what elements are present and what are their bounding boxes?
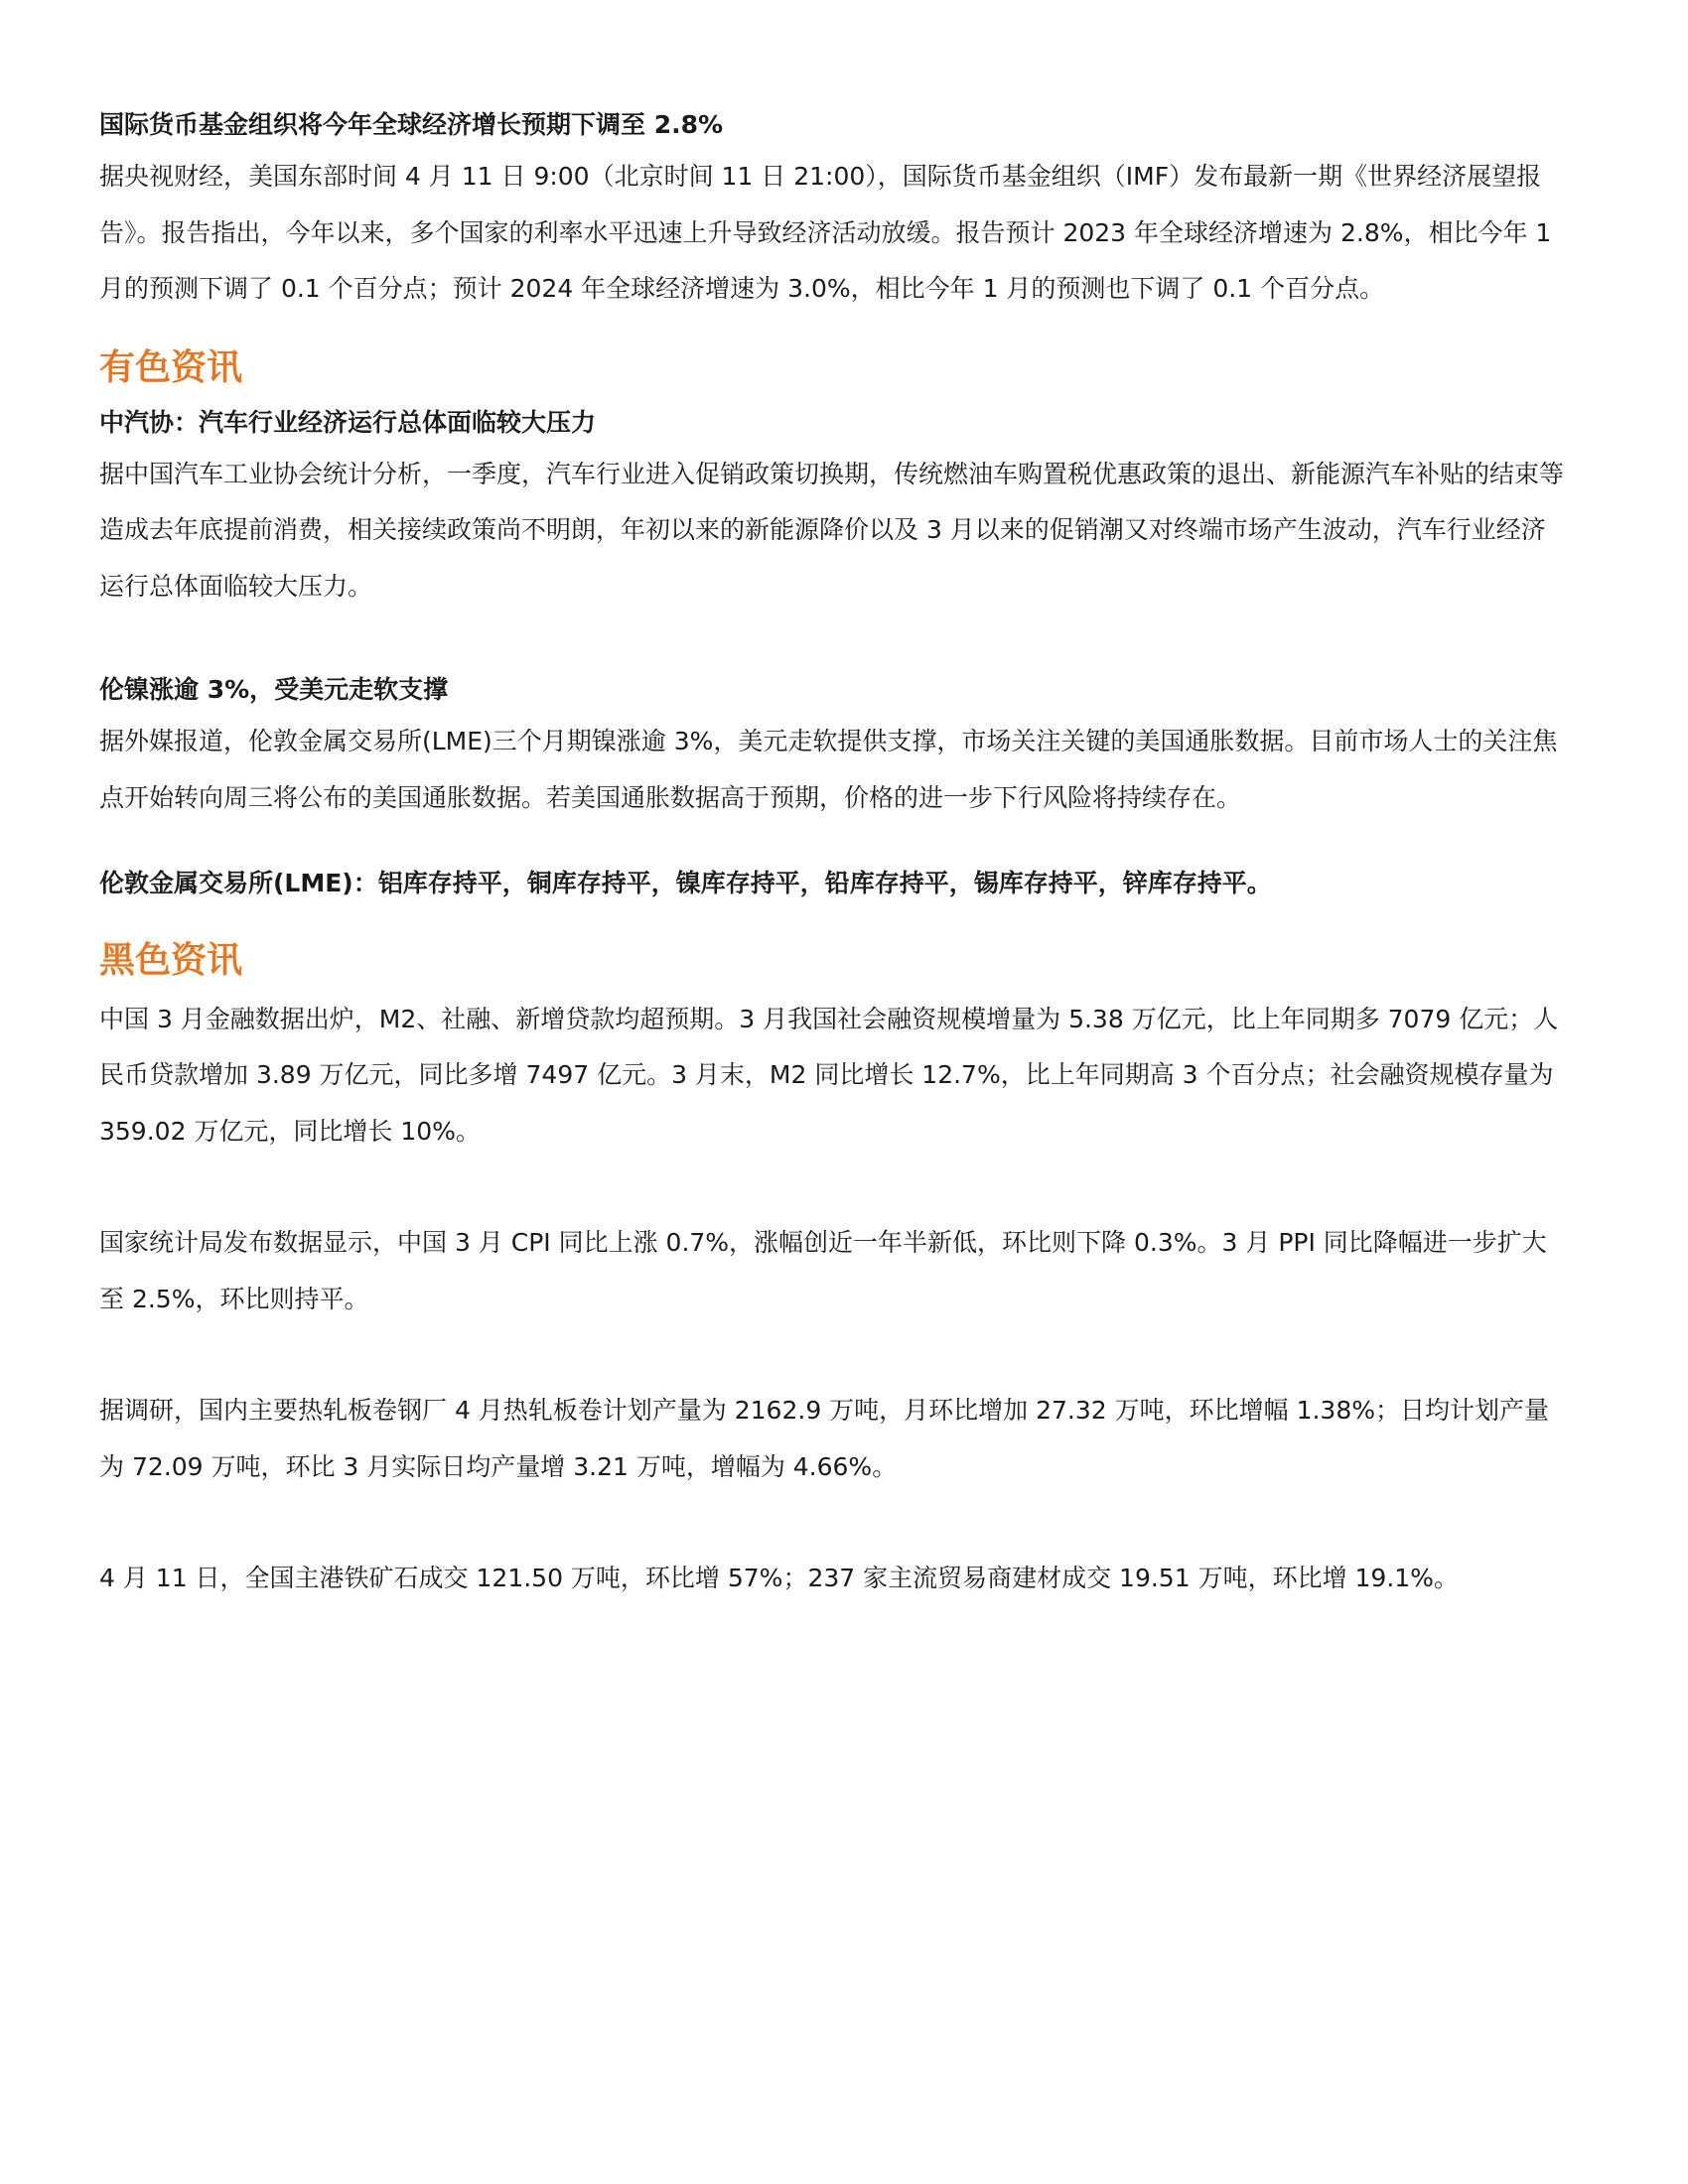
caam-article-body: 据中国汽车工业协会统计分析，一季度，汽车行业进入促销政策切换期，传统燃油车购置税优惠政策的退出、新能源汽车补贴的结束等造成去年底提前消费，相关接续政策尚不明朗，年初以来的新能源降价以及 3 月以来的促销潮又对终端市场产生波动，汽车行业经济运行总体面临较大压力。 [99,459,1565,601]
nickel-article [99,670,1565,826]
imf-article [99,105,1565,318]
nonferrous-section [99,343,1565,912]
nonferrous-heading: 有色资讯 [99,346,243,388]
ferrous-paragraph-financial: 中国 3 月金融数据出炉，M2、社融、新增贷款均超预期。3 月我国社会融资规模增量为 5.38 万亿元，比上年同期多 7079 亿元；人民币贷款增加 3.89 万亿元，同比多增 7497 亿元。3 月末，M2 同比增长 12.7%，比上年同期高 3 个百分点；社会融资规模存量为 359.02 万亿元，同比增长 10%。 [99,1004,1559,1146]
ferrous-heading: 黑色资讯 [99,939,243,981]
ferrous-section [99,936,1565,1607]
imf-article-title: 国际货币基金组织将今年全球经济增长预期下调至 2.8% [99,110,724,139]
ferrous-paragraph-hot-rolled: 据调研，国内主要热轧板卷钢厂 4 月热轧板卷计划产量为 2162.9 万吨，月环比增加 27.32 万吨，环比增幅 1.38%；日均计划产量为 72.09 万吨，环比 3 月实际日均产量增 3.21 万吨，增幅为 4.66%。 [99,1396,1550,1481]
ferrous-paragraph-cpi: 国家统计局发布数据显示，中国 3 月 CPI 同比上涨 0.7%，涨幅创近一年半新低，环比则下降 0.3%。3 月 PPI 同比降幅进一步扩大至 2.5%，环比则持平。 [99,1228,1547,1313]
lme-inventory-line: 伦敦金属交易所(LME)：铝库存持平，铜库存持平，镍库存持平，铅库存持平，锡库存持平，锌库存持平。 [99,869,1272,897]
caam-article [99,403,1565,615]
nickel-article-body: 据外媒报道，伦敦金属交易所(LME)三个月期镍涨逾 3%，美元走软提供支撑，市场关注关键的美国通胀数据。目前市场人士的关注焦点开始转向周三将公布的美国通胀数据。若美国通胀数据高于预期，价格的进一步下行风险将持续存在。 [99,727,1558,812]
imf-article-body: 据央视财经，美国东部时间 4 月 11 日 9:00（北京时间 11 日 21:00），国际货币基金组织（IMF）发布最新一期《世界经济展望报告》。报告指出，今年以来，多个国家的利率水平迅速上升导致经济活动放缓。报告预计 2023 年全球经济增速为 2.8%，相比今年 1 月的预测下调了 0.1 个百分点；预计 2024 年全球经济增速为 3.0%，相比今年 1 月的预测也下调了 0.1 个百分点。 [99,162,1552,303]
document-page [99,105,1565,1607]
ferrous-paragraph-iron-ore: 4 月 11 日，全国主港铁矿石成交 121.50 万吨，环比增 57%；237 家主流贸易商建材成交 19.51 万吨，环比增 19.1%。 [99,1564,1459,1592]
nickel-article-title: 伦镍涨逾 3%，受美元走软支撑 [99,675,449,704]
caam-article-title: 中汽协：汽车行业经济运行总体面临较大压力 [99,407,597,437]
